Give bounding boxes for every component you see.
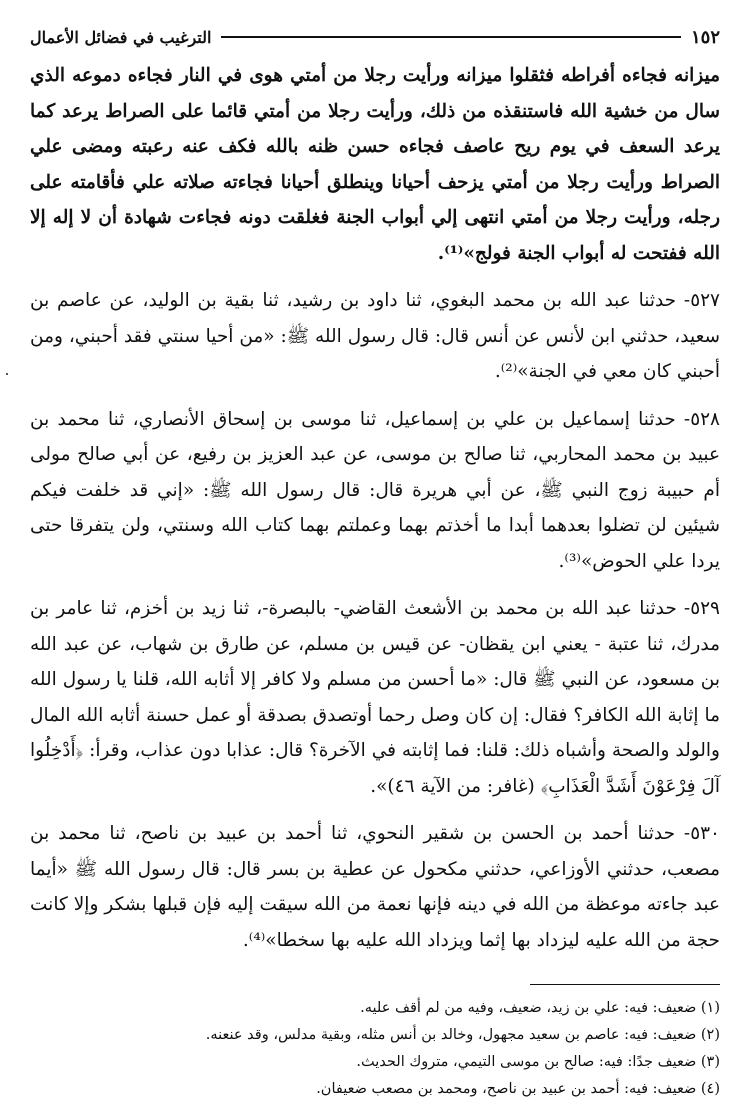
running-title: الترغيب في فضائل الأعمال [30, 27, 212, 47]
scan-mark [6, 373, 8, 375]
footnote-divider [530, 984, 720, 985]
main-text [30, 58, 720, 958]
header-rule [221, 36, 681, 38]
paragraph-continuation: ميزانه فجاءه أفراطه فثقلوا ميزانه ورأيت رجلا من أمتي هوى في النار فجاءه دموعه الذي سال من خشية الله فاستنقذه من ذلك، ورأيت رجلا من أمتي قائما على الصراط يرعد كما يرعد السعف في يوم ريح عاصف فجاءه حسن ظنه بالله فكف عنه رعبته ومضى علي الصراط ورأيت رجلا من أمتي يزحف أحيانا وينطلق أحيانا فجاءته صلاته علي فأقامته على رجله، ورأيت رجلا من أمتي انتهى إلي أبواب الجنة فغلقت دونه فجاءت شهادة أن لا إله إلا الله ففتحت له أبواب الجنة فولج»⁽¹⁾. [30, 65, 720, 264]
footnote-4: (٤) ضعيف: فيه: أحمد بن عبيد بن ناصح، ومحمد بن مصعب ضعيفان. [316, 1081, 720, 1097]
footnotes [30, 995, 720, 1103]
footnote-2: (٢) ضعيف: فيه: عاصم بن سعيد مجهول، وخالد بن أنس مثله، وبقية مدلس، وقد عنعنه. [205, 1027, 720, 1043]
page-header [30, 22, 720, 52]
book-page [30, 22, 720, 1103]
footnote-1: (١) ضعيف: فيه: علي بن زيد، ضعيف، وفيه من لم أقف عليه. [360, 1000, 720, 1016]
hadith-528: ٥٢٨- حدثنا إسماعيل بن علي بن إسماعيل، ثنا موسى بن إسحاق الأنصاري، ثنا محمد بن عبيد بن محمد المحاربي، ثنا صالح بن موسى، عن عبد العزيز بن رفيع، عن أبي صالح مولى أم حبيبة زوج النبي ﷺ، عن أبي هريرة قال: قال رسول الله ﷺ: «إني قد خلفت فيكم شيئين لن تضلوا بعدهما أبدا ما أخذتم بهما وعملتم بهما كتاب الله وسنتي، ولن يتفرقا حتى يردا علي الحوض»⁽³⁾. [30, 408, 720, 572]
hadith-527: ٥٢٧- حدثنا عبد الله بن محمد البغوي، ثنا داود بن رشيد، ثنا بقية بن الوليد، عن عاصم بن سعيد، حدثني ابن لأنس عن أنس قال: قال رسول الله ﷺ: «من أحيا سنتي فقد أحبني، ومن أحبني كان معي في الجنة»⁽²⁾. [30, 290, 720, 382]
hadith-529: ٥٢٩- حدثنا عبد الله بن محمد بن الأشعث القاضي- بالبصرة-، ثنا زيد بن أخزم، ثنا عامر بن مدرك، ثنا عتبة - يعني ابن يقظان- عن قيس بن مسلم، عن طارق بن شهاب، عن عبد الله بن مسعود، عن النبي ﷺ قال: «ما أحسن من مسلم ولا كافر إلا أثابه الله، قلنا يا رسول الله ما إثابة الله الكافر؟ فقال: إن كان وصل رحما أوتصدق بصدقة أو عمل حسنة أثابه الله المال والولد والصحة وأشباه ذلك: قلنا: فما إثابته في الآخرة؟ قال: عذابا دون عذاب، وقرأ: ﴿أَدْخِلُوا آلَ فِرْعَوْنَ أَشَدَّ الْعَذَابِ﴾ (غافر: من الآية ٤٦)». [30, 598, 720, 797]
footnote-3: (٣) ضعيف جدًا: فيه: صالح بن موسى التيمي، متروك الحديث. [356, 1054, 720, 1070]
page-number: ١٥٢ [690, 26, 720, 48]
hadith-530: ٥٣٠- حدثنا أحمد بن الحسن بن شقير النحوي، ثنا أحمد بن عبيد بن ناصح، ثنا محمد بن مصعب، حدثني الأوزاعي، حدثني مكحول عن عطية بن بسر قال: قال رسول الله ﷺ «أيما عبد جاءته موعظة من الله في دينه فإنها نعمة من الله سيقت إليه فإن قبلها بشكر وإلا كانت حجة من الله عليه ليزداد بها إثما ويزداد الله عليه بها سخطا»⁽⁴⁾. [30, 823, 720, 951]
